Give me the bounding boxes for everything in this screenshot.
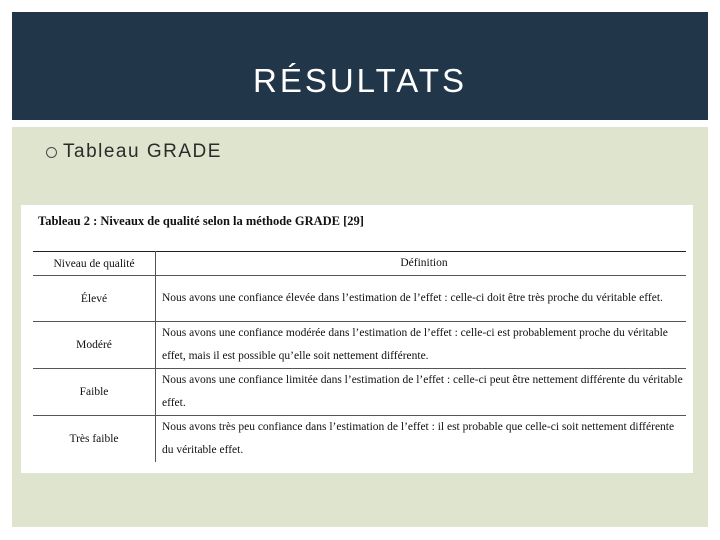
level-cell: Modéré [33, 322, 156, 369]
definition-cell: Nous avons une confiance modérée dans l’estimation de l’effet : celle-ci est probablement proche du véritable effet, mais il est possible qu’elle soit nettement différente. [162, 327, 668, 362]
level-cell: Élevé [33, 276, 156, 322]
definition-cell: Nous avons une confiance limitée dans l’estimation de l’effet : celle-ci peut être nettement différente du véritable effet. [162, 374, 683, 409]
definition-cell: Nous avons très peu confiance dans l’estimation de l’effet : il est probable que celle-ci soit nettement différente du véritable effet. [162, 421, 675, 456]
definition-cell: Nous avons une confiance élevée dans l’estimation de l’effet : celle-ci doit être très proche du véritable effet. [162, 292, 663, 304]
table-row [33, 276, 686, 322]
table-row [33, 416, 686, 463]
slide-title: RÉSULTATS [252, 62, 468, 99]
header-level: Niveau de qualité [33, 252, 156, 276]
circle-bullet-icon [46, 147, 57, 158]
table-row [33, 369, 686, 416]
header-definition: Définition [156, 252, 687, 276]
level-cell: Faible [33, 369, 156, 416]
bullet-text: Tableau GRADE [63, 141, 222, 162]
bullet-item [32, 141, 222, 163]
table-header-row [33, 252, 686, 276]
table-row [33, 322, 686, 369]
table-caption: Tableau 2 : Niveaux de qualité selon la méthode GRADE [29] [38, 214, 364, 228]
grade-table [33, 251, 686, 462]
level-cell: Très faible [33, 416, 156, 463]
document-image [21, 205, 693, 473]
slide-header [12, 12, 708, 120]
